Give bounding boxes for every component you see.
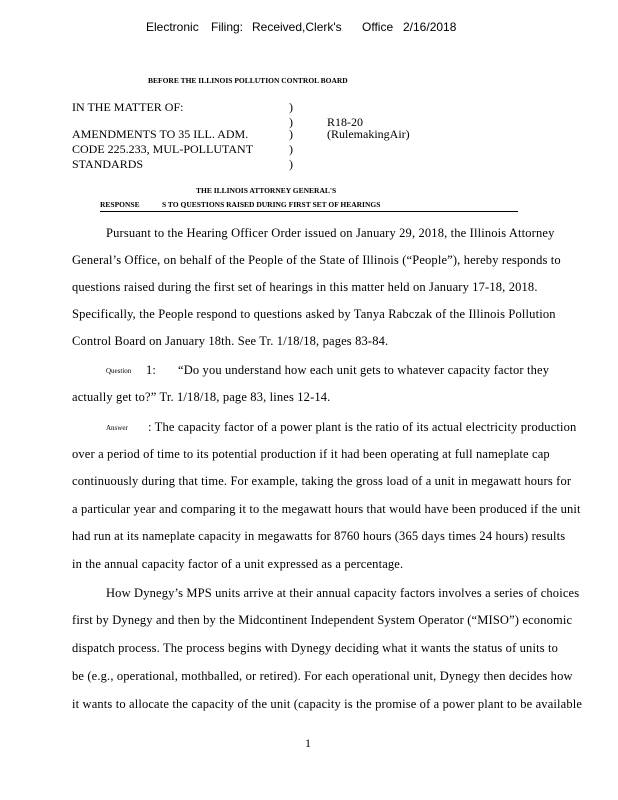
- answer-line: over a period of time to its potential production if it had been operating at full nameplate cap: [72, 447, 550, 461]
- caption-title-line-1: AMENDMENTS TO 35 ILL. ADM.: [72, 127, 249, 141]
- question-label: Question: [106, 367, 132, 375]
- caption-paren: ): [289, 100, 293, 114]
- response-heading-line-1: THE ILLINOIS ATTORNEY GENERAL'S: [196, 186, 337, 195]
- caption-type: (RulemakingAir): [327, 127, 410, 141]
- response-word: RESPONSE: [100, 200, 140, 209]
- answer-line: in the annual capacity factor of a unit expressed as a percentage.: [72, 557, 404, 571]
- answer-line: continuously during that time. For example, taking the gross load of a unit in megawatt hours for: [72, 474, 572, 488]
- body-line: be (e.g., operational, mothballed, or retired). For each operational unit, Dynegy then decides how: [72, 669, 573, 683]
- caption-title-line-3: STANDARDS: [72, 157, 144, 171]
- question-text: “Do you understand how each unit gets to whatever capacity factor they: [178, 363, 550, 377]
- caption-paren: ): [289, 115, 293, 129]
- body-line: dispatch process. The process begins with Dynegy deciding what it wants the status of units to: [72, 641, 559, 655]
- body-line: questions raised during the first set of hearings in this matter held on January 17-18, 2018.: [72, 280, 538, 294]
- answer-line: a particular year and comparing it to the megawatt hours that would have been produced if the unit: [72, 502, 581, 516]
- answer-line: : The capacity factor of a power plant is the ratio of its actual electricity production: [148, 420, 577, 434]
- caption-paren: ): [289, 142, 293, 156]
- body-line: Specifically, the People respond to questions asked by Tanya Rabczak of the Illinois Pollution: [72, 307, 556, 321]
- heading-underline: [100, 211, 518, 212]
- caption-title-line-2: CODE 225.233, MUL-POLLUTANT: [72, 142, 254, 156]
- caption-matter: IN THE MATTER OF:: [72, 100, 184, 114]
- answer-label: Answer: [106, 424, 128, 432]
- caption-paren: ): [289, 157, 293, 171]
- answer-line: had run at its nameplate capacity in megawatts for 8760 hours (365 days times 24 hours) results: [72, 529, 566, 543]
- stamp-filing: Filing:: [211, 20, 244, 34]
- stamp-electronic: Electronic: [146, 20, 199, 34]
- stamp-received: Received,Clerk's: [252, 20, 342, 34]
- stamp-office: Office: [362, 20, 394, 34]
- stamp-date: 2/16/2018: [403, 20, 457, 34]
- body-line: How Dynegy’s MPS units arrive at their annual capacity factors involves a series of choices: [106, 586, 580, 600]
- body-line: Control Board on January 18th. See Tr. 1/18/18, pages 83-84.: [72, 334, 389, 348]
- caption-docket: R18-20: [327, 115, 363, 129]
- page-number: 1: [305, 736, 311, 750]
- question-continuation: actually get to?” Tr. 1/18/18, page 83, lines 12-14.: [72, 390, 331, 404]
- response-heading-line-2: S TO QUESTIONS RAISED DURING FIRST SET OF HEARINGS: [162, 200, 381, 209]
- caption-paren: ): [289, 127, 293, 141]
- body-line: General’s Office, on behalf of the People of the State of Illinois (“People”), hereby responds to: [72, 253, 561, 267]
- board-heading: BEFORE THE ILLINOIS POLLUTION CONTROL BOARD: [148, 76, 348, 85]
- body-line: first by Dynegy and then by the Midcontinent Independent System Operator (“MISO”) economic: [72, 613, 573, 627]
- body-line: it wants to allocate the capacity of the unit (capacity is the promise of a power plant to be available: [72, 697, 583, 711]
- body-line: Pursuant to the Hearing Officer Order issued on January 29, 2018, the Illinois Attorney: [106, 226, 555, 240]
- question-number: 1:: [146, 363, 157, 377]
